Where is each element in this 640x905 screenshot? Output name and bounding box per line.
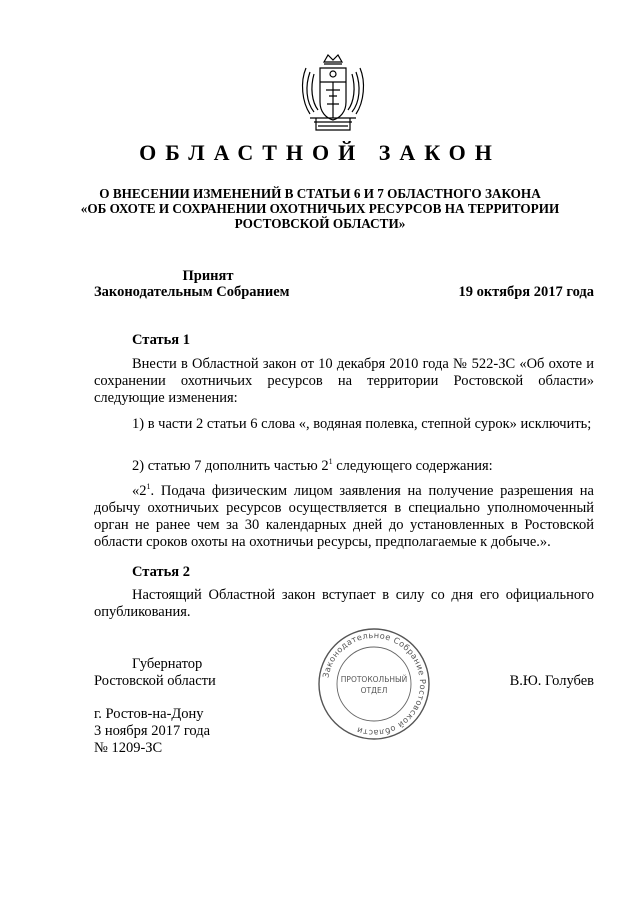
stamp-center-line-2: ОТДЕЛ	[360, 686, 388, 695]
article-1-item-2	[94, 458, 594, 475]
article-2-text: Настоящий Областной закон вступает в силу со дня его официального опубликования.	[94, 587, 594, 620]
page-title: ОБЛАСТНОЙ ЗАКОН	[139, 140, 501, 165]
subtitle-line: РОСТОВСКОЙ ОБЛАСТИ»	[234, 216, 406, 231]
signer-position: Губернатор	[132, 656, 203, 672]
article-1-heading: Статья 1	[132, 332, 190, 348]
item-2-text: 2) статью 7 дополнить частью 2	[132, 458, 329, 474]
new-part-number: «2	[132, 483, 147, 499]
law-number: № 1209-ЗС	[94, 740, 163, 756]
signer-name: В.Ю. Голубев	[509, 673, 594, 689]
new-part-superscript: 1	[146, 482, 151, 491]
stamp-ring-text: Законодательное Собрание Ростовской области	[320, 629, 429, 739]
signer-region: Ростовской области	[94, 673, 216, 689]
subtitle-line: О ВНЕСЕНИИ ИЗМЕНЕНИЙ В СТАТЬИ 6 И 7 ОБЛАСТНОГО ЗАКОНА	[99, 186, 541, 201]
article-1-item-1: 1) в части 2 статьи 6 слова «, водяная полевка, степной сурок» исключить;	[132, 416, 592, 432]
adoption-body: Законодательным Собранием	[94, 284, 290, 300]
adoption-label: Принят	[182, 268, 234, 284]
law-subtitle	[80, 186, 560, 231]
article-2-heading: Статья 2	[132, 564, 190, 580]
item-2-superscript: 1	[328, 457, 333, 466]
stamp-center-line-1: ПРОТОКОЛЬНЫЙ	[340, 675, 408, 684]
new-part-text: . Подача физическим лицом заявления на получение разрешения на добычу охотничьих ресурсов осуществляется в специально уполномоченный орган не ранее чем за 30 календарных дней до установленных в Ростовской области сроков охоты на охотничьи ресурсы, предполагаемые к добыче.».	[94, 483, 594, 550]
coat-of-arms-icon	[296, 52, 370, 134]
article-1-intro: Внести в Областной закон от 10 декабря 2010 года № 522-ЗС «Об охоте и сохранении охотничьих ресурсов на территории Ростовской области» следующие изменения:	[94, 356, 594, 406]
adoption-block	[94, 268, 334, 300]
item-2-text-end: следующего содержания:	[332, 458, 493, 474]
article-1-new-part	[94, 483, 594, 551]
issue-place: г. Ростов-на-Дону	[94, 706, 204, 722]
issue-date: 3 ноября 2017 года	[94, 723, 211, 739]
adoption-date: 19 октября 2017 года	[458, 284, 594, 300]
official-stamp	[316, 626, 432, 742]
subtitle-line: «ОБ ОХОТЕ И СОХРАНЕНИИ ОХОТНИЧЬИХ РЕСУРСОВ НА ТЕРРИТОРИИ	[80, 201, 560, 216]
